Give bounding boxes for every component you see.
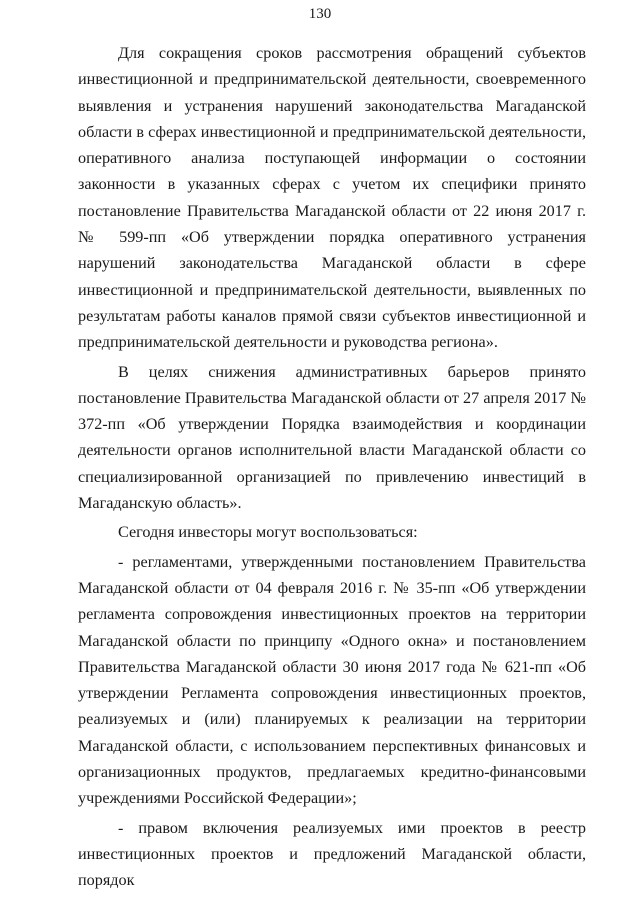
paragraph-investor-appeals: Для сокращения сроков рассмотрения обращений субъектов инвестиционной и предпринимательской деятельности, своевременного выявления и устранения нарушений законодательства Магаданской области в сферах инвестиционной и предпринимательской деятельности, оперативного анализа поступающей информации о состоянии законности в указанных сферах с учетом их специфики принято постановление Правительства Магаданской области от 22 июня 2017 г. № 599-пп «Об утверждении порядка оперативного устранения нарушений законодательства Магаданской области в сфере инвестиционной и предпринимательской деятельности, выявленных по результатам работы каналов прямой связи субъектов инвестиционной и предпринимательской деятельности и руководства региона». bbox=[78, 44, 586, 352]
paragraph-administrative-barriers: В целях снижения административных барьеров принято постановление Правительства Магаданской области от 27 апреля 2017 № 372-пп «Об утверждении Порядка взаимодействия и координации деятельности органов исполнительной власти Магаданской области со специализированной организацией по привлечению инвестиций в Магаданскую область». bbox=[78, 362, 586, 513]
page-number: 130 bbox=[308, 6, 332, 22]
paragraph-investors-intro: Сегодня инвесторы могут воспользоваться: bbox=[118, 523, 418, 542]
list-item-project-registry: - правом включения реализуемых ими проектов в реестр инвестиционных проектов и предложений Магаданской области, порядок bbox=[78, 818, 586, 890]
list-item-regulations: - регламентами, утвержденными постановлением Правительства Магаданской области от 04 февраля 2016 г. № 35-пп «Об утверждении регламента сопровождения инвестиционных проектов на территории Магаданской области по принципу «Одного окна» и постановлением Правительства Магаданской области 30 июня 2017 года № 621-пп «Об утверждении Регламента сопровождения инвестиционных проектов, реализуемых и (или) планируемых к реализации на территории Магаданской области, с использованием перспективных финансовых и организационных продуктов, предлагаемых кредитно-финансовыми учреждениями Российской Федерации»; bbox=[78, 552, 586, 808]
document-body bbox=[78, 40, 586, 894]
